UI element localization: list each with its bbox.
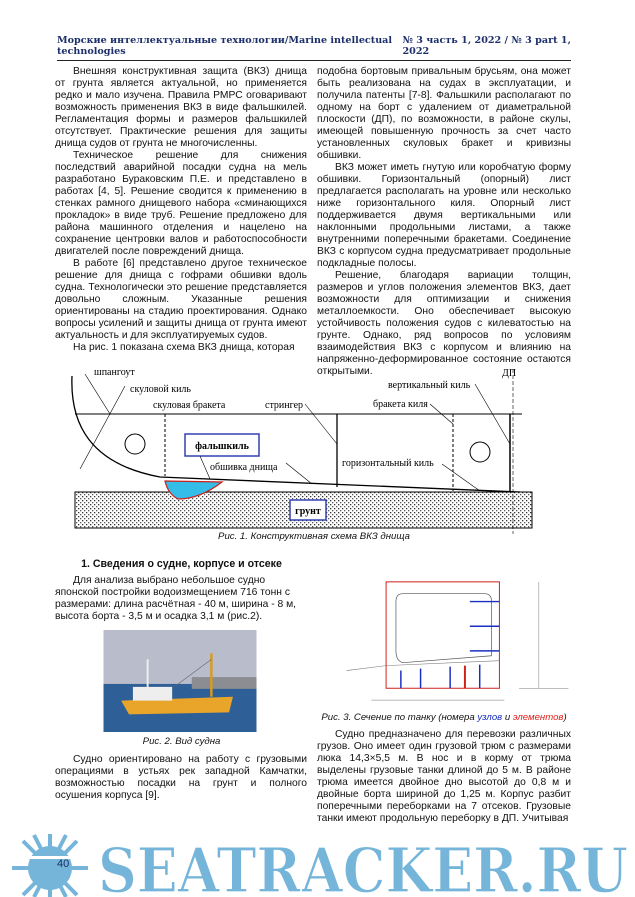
- paragraph: Для анализа выбрано небольшое судно японской постройки водоизмещением 716 тонн с размерами: длина расчётная - 40 м, ширина - 8 м, высота борта - 3,5 м и осадка 3,1 м (рис.2).: [55, 575, 297, 622]
- paragraph: Судно предназначено для перевозки различных грузов. Оно имеет один грузовой трюм с размерами люка 14,3×5,5 м. В нос и в корму от трюма выделены грузовые танки длиной до 5 м. В районе трюма имеется двойное дно высотой до 0,8 м и двойные борта шириной до 1,25 м. Корпус разбит поперечными переборками на 7 отсеков. Грузовые танки имеют продольную переборку в ДП. Учитывая: [317, 729, 571, 824]
- keel-bracket-label: бракета киля: [373, 399, 428, 410]
- centerline-label: ДП: [502, 368, 517, 379]
- section-heading: 1. Сведения о судне, корпусе и отсеке: [81, 558, 282, 570]
- paragraph: Внешняя конструктивная защита (ВКЗ) днища от грунта является актуальной, но применяется редко и мало изучена. Правила РМРС оговаривают возможность применения ВКЗ в виде фальшкилей. Регламентация формы и размеров фальшкилей отсутствует. Практические решения для защиты днища судов от грунта не многочисленны.: [55, 66, 307, 149]
- bilge-keel-label: скуловой киль: [130, 384, 191, 395]
- page-number: 40: [57, 858, 70, 870]
- figure-3-tank-section: [340, 572, 580, 708]
- vertical-keel-label: вертикальный киль: [388, 380, 471, 391]
- caption-text: Рис. 3. Сечение по танку (номера: [321, 712, 478, 723]
- right-column-para: [317, 729, 571, 825]
- journal-title: Морские интеллектуальные технологии/Marine intellectual technologies: [57, 35, 393, 57]
- caption-elements: элементов: [512, 712, 564, 723]
- right-column-text: [317, 66, 571, 378]
- figure-2-ship-photo: [102, 630, 258, 732]
- paragraph: ВКЗ может иметь гнутую или коробчатую форму обшивки. Горизонтальный (опорный) лист предлагается располагать на уровне или несколько ниже горизонтального киля. Опорный лист поддерживается двумя вертикальными или наклонными продольными листами, а также внутренними поперечными бракетами. Соединение ВКЗ с корпусом судна предусматривает продольные подкладные полосы.: [317, 162, 571, 269]
- paragraph: Судно ориентировано на работу с грузовыми операциями в устьях рек западной Камчатки, возможностью посадки на грунт и полного осушения корпуса [9].: [55, 754, 307, 801]
- figure-2-caption: Рис. 2. Вид судна: [142, 736, 221, 747]
- paragraph: Техническое решение для снижения последствий аварийной посадки судна на мель разработано Бураковским П.Е. и представлено в работах [4, 5]. Решение сводится к применению в стенках рамного днищевого набора «сминающихся прокладок» в виде труб. Решение предложено для района машинного отделения и нацелено на сохранение центровки валов и работоспособности двигателей после повреждений днища.: [55, 150, 307, 257]
- running-header: [57, 35, 571, 61]
- horizontal-keel-label: горизонтальный киль: [342, 458, 434, 469]
- section-para-2: [55, 754, 307, 802]
- left-column-text: [55, 66, 307, 354]
- paragraph: В работе [6] представлено другое техническое решение для днища с гофрами обшивки вдоль судна. Технологически это решение представляется довольно сложным. Указанные решения ориентированы на стадию проектирования. Однако вопросы усилений и защиты днища от грунта имеют актуальность и для эксплуатируемых судов.: [55, 258, 307, 341]
- paragraph: На рис. 1 показана схема ВКЗ днища, которая: [73, 342, 295, 353]
- seatracker-watermark: [0, 832, 635, 897]
- frame-label: шпангоут: [94, 367, 135, 378]
- section-para-1: [55, 575, 307, 623]
- paragraph: подобна бортовым привальным брусьям, она может быть реализована на судах в эксплуатации, и получила патенты [7-8]. Фальшкили располагают по одному на борт с удалением от диаметральной плоскости (ДП), по возможности, в районе скулы, имеющей повышенную прочность за счет часто установленных скуловых бракет и кривизны обшивки.: [317, 66, 571, 161]
- false-keel-label: фальшкиль: [195, 441, 249, 452]
- bilge-bracket-label: скуловая бракета: [153, 400, 226, 411]
- figure-3-caption: [312, 712, 576, 723]
- paragraph: Решение, благодаря вариации толщин, размеров и углов положения элементов ВКЗ, дает возможности для оптимизации и снижения металлоемкости. Оно обеспечивает высокую устойчивость положения судов с килеватостью на грунте. Однако, ряд вопросов по условиям взаимодействия ВКЗ с корпусом и влиянию на напряженно-деформированное состояние остаются открытыми.: [317, 270, 571, 377]
- ground-label: грунт: [295, 506, 321, 517]
- caption-text: и: [502, 712, 513, 723]
- caption-text: ): [563, 712, 567, 723]
- issue-number: № 3 часть 1, 2022 / № 3 part 1, 2022: [402, 35, 571, 57]
- caption-nodes: узлов: [477, 712, 503, 723]
- figure-1-caption: Рис. 1. Конструктивная схема ВКЗ днища: [218, 531, 410, 542]
- figure-1-diagram: [50, 364, 590, 534]
- watermark-text: SEATRACKER.RU: [98, 834, 628, 897]
- bottom-plating-label: обшивка днища: [210, 462, 278, 473]
- stringer-label: стрингер: [265, 400, 304, 411]
